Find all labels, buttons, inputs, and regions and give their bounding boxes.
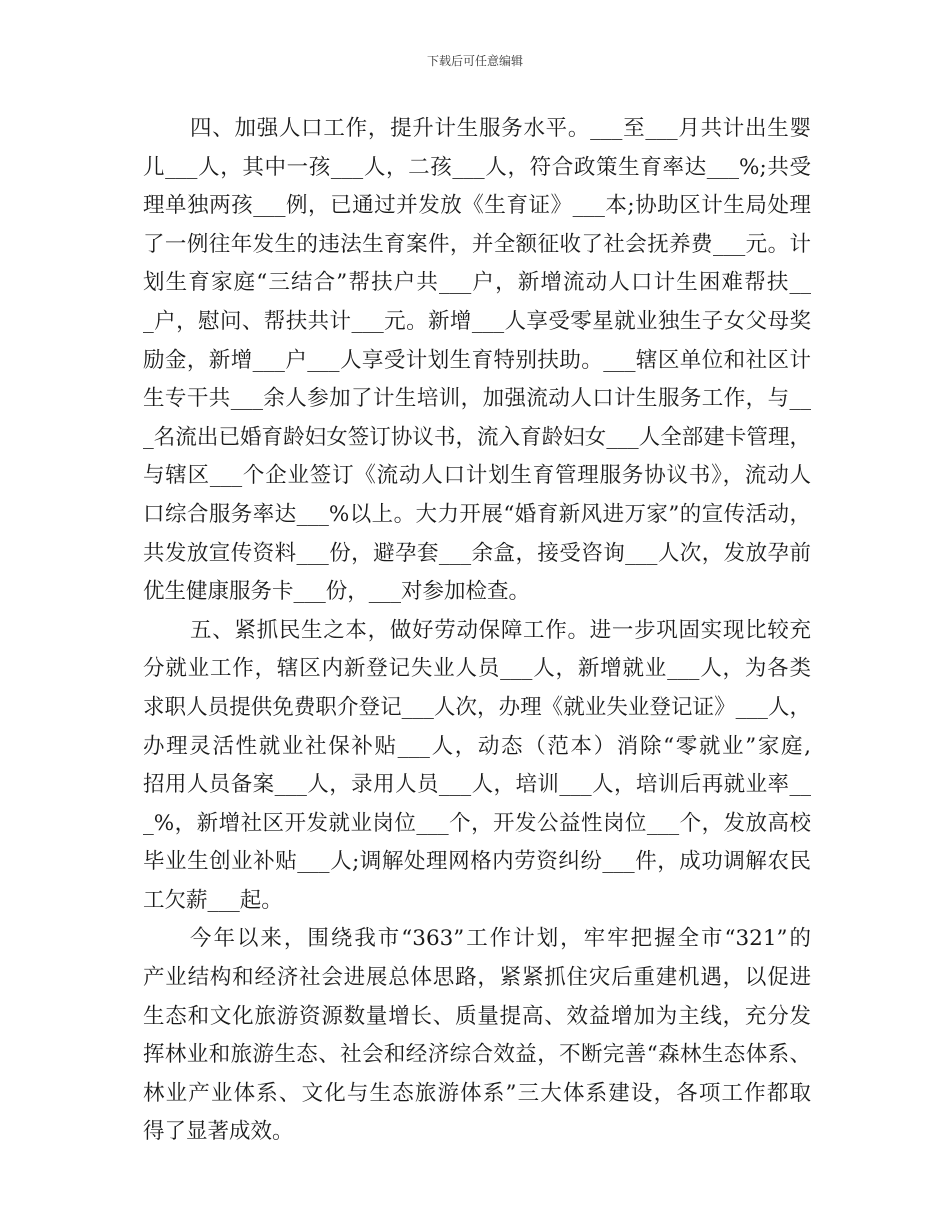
text-line: _%，新增社区开发就业岗位___个，开发公益性岗位___个，发放高校 (143, 810, 811, 836)
text-line: 励金，新增___户___人享受计划生育特别扶助。___辖区单位和社区计 (143, 347, 811, 373)
text-line: 挥林业和旅游生态、社会和经济综合效益，不断完善“森林生态体系、 (143, 1042, 811, 1068)
text-line: 工欠薪___起。 (143, 887, 283, 913)
text-line: _户，慰问、帮扶共计___元。新增___人享受零星就业独生子女父母奖 (143, 308, 811, 334)
page-header: 下载后可任意编辑 (426, 54, 523, 68)
text-line: _名流出已婚育龄妇女签订协议书，流入育龄妇女___人全部建卡管理， (143, 424, 811, 450)
text-line: 五、紧抓民生之本，做好劳动保障工作。进一步巩固实现比较充 (190, 617, 811, 643)
text-line: 划生育家庭“三结合”帮扶户共___户，新增流动人口计生困难帮扶__ (143, 270, 811, 296)
text-line: 产业结构和经济社会进展总体思路，紧紧抓住灾后重建机遇，以促进 (143, 965, 811, 991)
text-line: 得了显著成效。 (143, 1119, 294, 1145)
paragraph-labor-security (143, 612, 811, 921)
text-line: 与辖区___个企业签订《流动人口计划生育管理服务协议书》，流动人 (143, 463, 811, 489)
text-line: 理单独两孩___例，已通过并发放《生育证》___本;协助区计生局处理 (143, 193, 811, 219)
text-line: 共发放宣传资料___份，避孕套___余盒，接受咨询___人次，发放孕前 (143, 540, 811, 566)
paragraph-this-year (143, 920, 811, 1152)
text-line: 毕业生创业补贴___人;调解处理网格内劳资纠纷___件，成功调解农民 (143, 849, 811, 875)
text-line: 招用人员备案___人，录用人员___人，培训___人，培训后再就业率__ (143, 772, 811, 798)
document-body (143, 110, 811, 1152)
paragraph-population-work (143, 110, 811, 612)
text-line: 儿___人，其中一孩___人，二孩___人，符合政策生育率达___%;共受 (143, 154, 811, 180)
text-line: 了一例往年发生的违法生育案件，并全额征收了社会抚养费___元。计 (143, 231, 811, 257)
text-line: 优生健康服务卡___份，___对参加检查。 (143, 579, 531, 605)
text-line: 今年以来，围绕我市“363”工作计划，牢牢把握全市“321”的 (190, 926, 811, 952)
text-line: 办理灵活性就业社保补贴___人，动态（范本）消除“零就业”家庭, (143, 733, 811, 759)
text-line: 口综合服务率达___%以上。大力开展“婚育新风进万家”的宣传活动， (143, 501, 811, 527)
text-line: 生态和文化旅游资源数量增长、质量提高、效益增加为主线，充分发 (143, 1003, 811, 1029)
text-line: 生专干共___余人参加了计生培训，加强流动人口计生服务工作，与__ (143, 386, 811, 412)
text-line: 分就业工作，辖区内新登记失业人员___人，新增就业___人，为各类 (143, 656, 811, 682)
text-line: 求职人员提供免费职介登记___人次，办理《就业失业登记证》___人， (143, 694, 811, 720)
text-line: 四、加强人口工作，提升计生服务水平。___至___月共计出生婴 (190, 116, 811, 141)
text-line: 林业产业体系、文化与生态旅游体系”三大体系建设，各项工作都取 (143, 1080, 811, 1106)
